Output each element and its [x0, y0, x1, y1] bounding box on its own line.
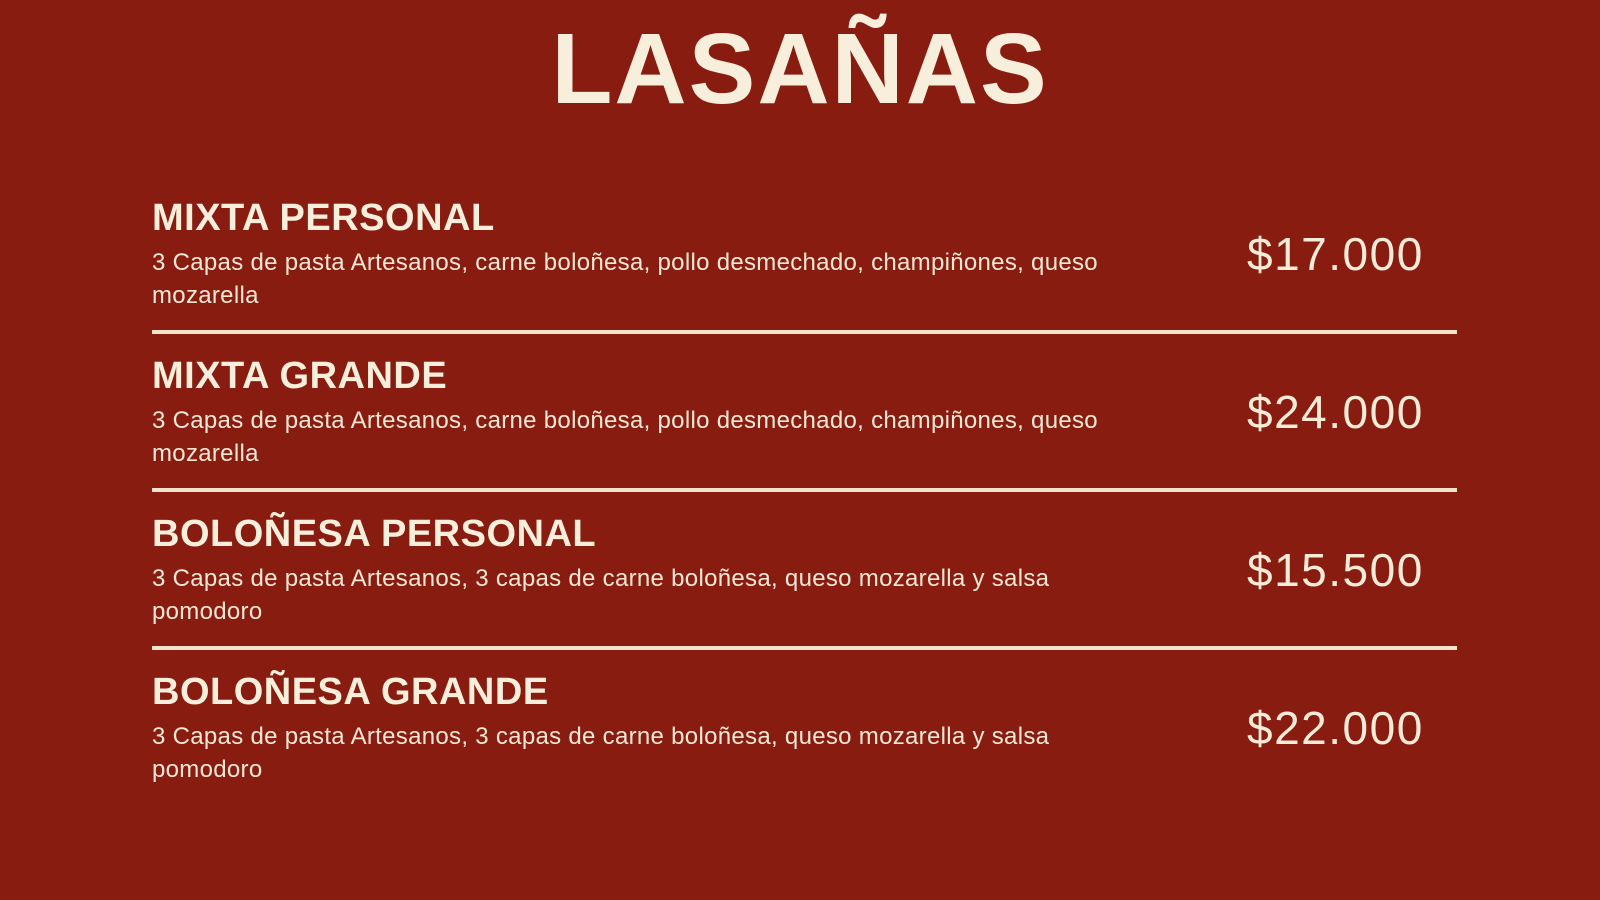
menu-item — [152, 492, 1457, 650]
item-name: MIXTA PERSONAL — [152, 197, 495, 239]
menu-item-text — [152, 196, 1102, 312]
item-description-line2: mozarella — [152, 282, 259, 309]
menu-list — [152, 196, 1457, 804]
item-name: MIXTA GRANDE — [152, 355, 448, 397]
menu-item — [152, 650, 1457, 804]
item-description-line1: 3 Capas de pasta Artesanos, 3 capas de carne boloñesa, queso mozarella y salsa — [152, 723, 1050, 750]
item-description-line1: 3 Capas de pasta Artesanos, carne boloñesa, pollo desmechado, champiñones, queso — [152, 249, 1098, 276]
item-price: $24.000 — [1247, 386, 1424, 438]
item-name: BOLOÑESA PERSONAL — [152, 513, 597, 555]
menu-item-text — [152, 354, 1102, 470]
item-description — [152, 720, 1102, 786]
menu-item-text — [152, 512, 1102, 628]
menu-item — [152, 334, 1457, 492]
menu-item — [152, 196, 1457, 334]
item-price: $17.000 — [1247, 228, 1424, 280]
item-description-line2: pomodoro — [152, 598, 263, 625]
item-description-line1: 3 Capas de pasta Artesanos, 3 capas de carne boloñesa, queso mozarella y salsa — [152, 565, 1050, 592]
item-description — [152, 562, 1102, 628]
item-price: $22.000 — [1247, 702, 1424, 754]
item-price: $15.500 — [1247, 544, 1424, 596]
item-description-line2: pomodoro — [152, 756, 263, 783]
item-description — [152, 404, 1102, 470]
page-title: LASAÑAS — [551, 13, 1049, 125]
item-description-line1: 3 Capas de pasta Artesanos, carne boloñesa, pollo desmechado, champiñones, queso — [152, 407, 1098, 434]
menu-item-text — [152, 670, 1102, 786]
item-description-line2: mozarella — [152, 440, 259, 467]
item-description — [152, 246, 1102, 312]
item-name: BOLOÑESA GRANDE — [152, 671, 549, 713]
